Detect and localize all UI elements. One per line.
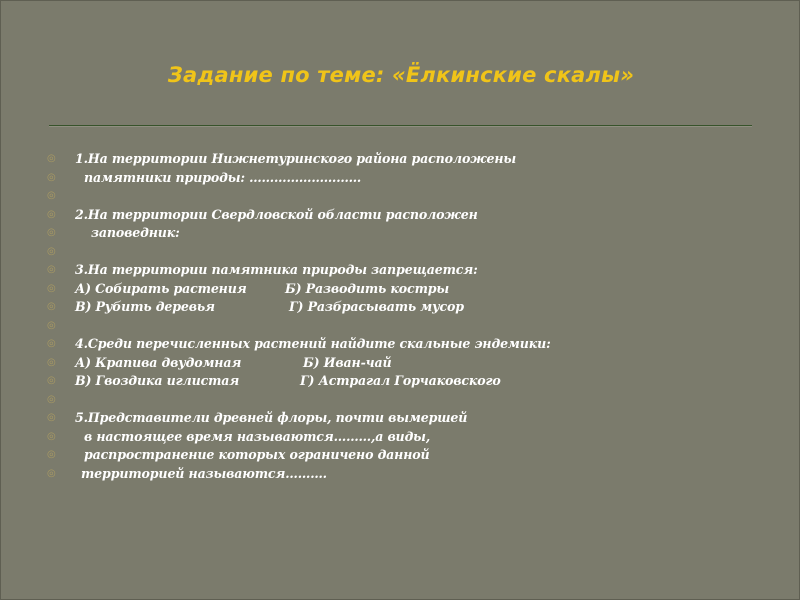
question-5-line-4: территорией называются………. [81, 465, 327, 481]
bullet-icon: ◎ [47, 245, 56, 257]
bullet-icon: ◎ [47, 171, 56, 183]
list-item [47, 465, 767, 484]
list-item [47, 206, 767, 225]
bullet-icon: ◎ [47, 449, 56, 460]
question-5-line-2: в настоящее время называются………,а виды, [84, 428, 431, 444]
list-item [47, 187, 767, 206]
bullet-icon: ◎ [47, 393, 56, 405]
question-4-line-1: 4.Среди перечисленных растений найдите скальные эндемики: [75, 336, 551, 351]
bullet-icon: ◎ [47, 375, 56, 386]
question-1-line-2: памятники природы: ……………………… [84, 169, 362, 185]
bullet-icon: ◎ [47, 319, 56, 331]
list-item [47, 372, 767, 391]
bullet-icon: ◎ [47, 467, 56, 479]
bullet-icon: ◎ [47, 282, 56, 294]
question-5-line-1: 5.Представители древней флоры, почти вымершей [75, 410, 468, 425]
question-5-line-3: распространение которых ограничено данной [84, 447, 430, 462]
list-item [47, 298, 767, 317]
bullet-icon: ◎ [47, 153, 56, 164]
list-item [47, 428, 767, 447]
list-item [47, 446, 767, 465]
question-3-option-a: А) Собирать растения [75, 280, 247, 296]
question-4-option-d: Г) Астрагал Горчаковского [300, 373, 501, 388]
question-3-option-b: Б) Разводить костры [285, 280, 450, 296]
bullet-icon: ◎ [47, 264, 56, 275]
question-3-option-d: Г) Разбрасывать мусор [289, 299, 464, 314]
bullet-icon: ◎ [47, 430, 56, 442]
list-item [47, 169, 767, 188]
list-item [47, 335, 767, 354]
list-item [47, 317, 767, 336]
list-item [47, 280, 767, 299]
question-4-option-a: А) Крапива двудомная [75, 354, 242, 370]
task-list [47, 150, 767, 483]
list-item [47, 391, 767, 410]
list-item [47, 354, 767, 373]
question-4-option-c: В) Гвоздика иглистая [75, 373, 240, 388]
question-4-option-b: Б) Иван-чай [303, 354, 392, 370]
bullet-icon: ◎ [47, 227, 56, 238]
list-item [47, 243, 767, 262]
slide-title: Задание по теме: «Ёлкинские скалы» [167, 63, 635, 87]
question-2-line-1: 2.На территории Свердловской области расположен [75, 206, 478, 222]
question-1-line-1: 1.На территории Нижнетуринского района расположены [75, 151, 517, 166]
bullet-icon: ◎ [47, 412, 56, 423]
bullet-icon: ◎ [47, 208, 56, 220]
list-item [47, 224, 767, 243]
title-divider [49, 125, 752, 126]
bullet-icon: ◎ [47, 338, 56, 349]
list-item [47, 261, 767, 280]
question-3-line-1: 3.На территории памятника природы запрещается: [75, 262, 478, 277]
bullet-icon: ◎ [47, 356, 56, 368]
question-3-option-c: В) Рубить деревья [75, 299, 215, 314]
list-item [47, 150, 767, 169]
bullet-icon: ◎ [47, 190, 56, 201]
bullet-icon: ◎ [47, 301, 56, 312]
list-item [47, 409, 767, 428]
question-2-line-2: заповедник: [91, 225, 180, 240]
